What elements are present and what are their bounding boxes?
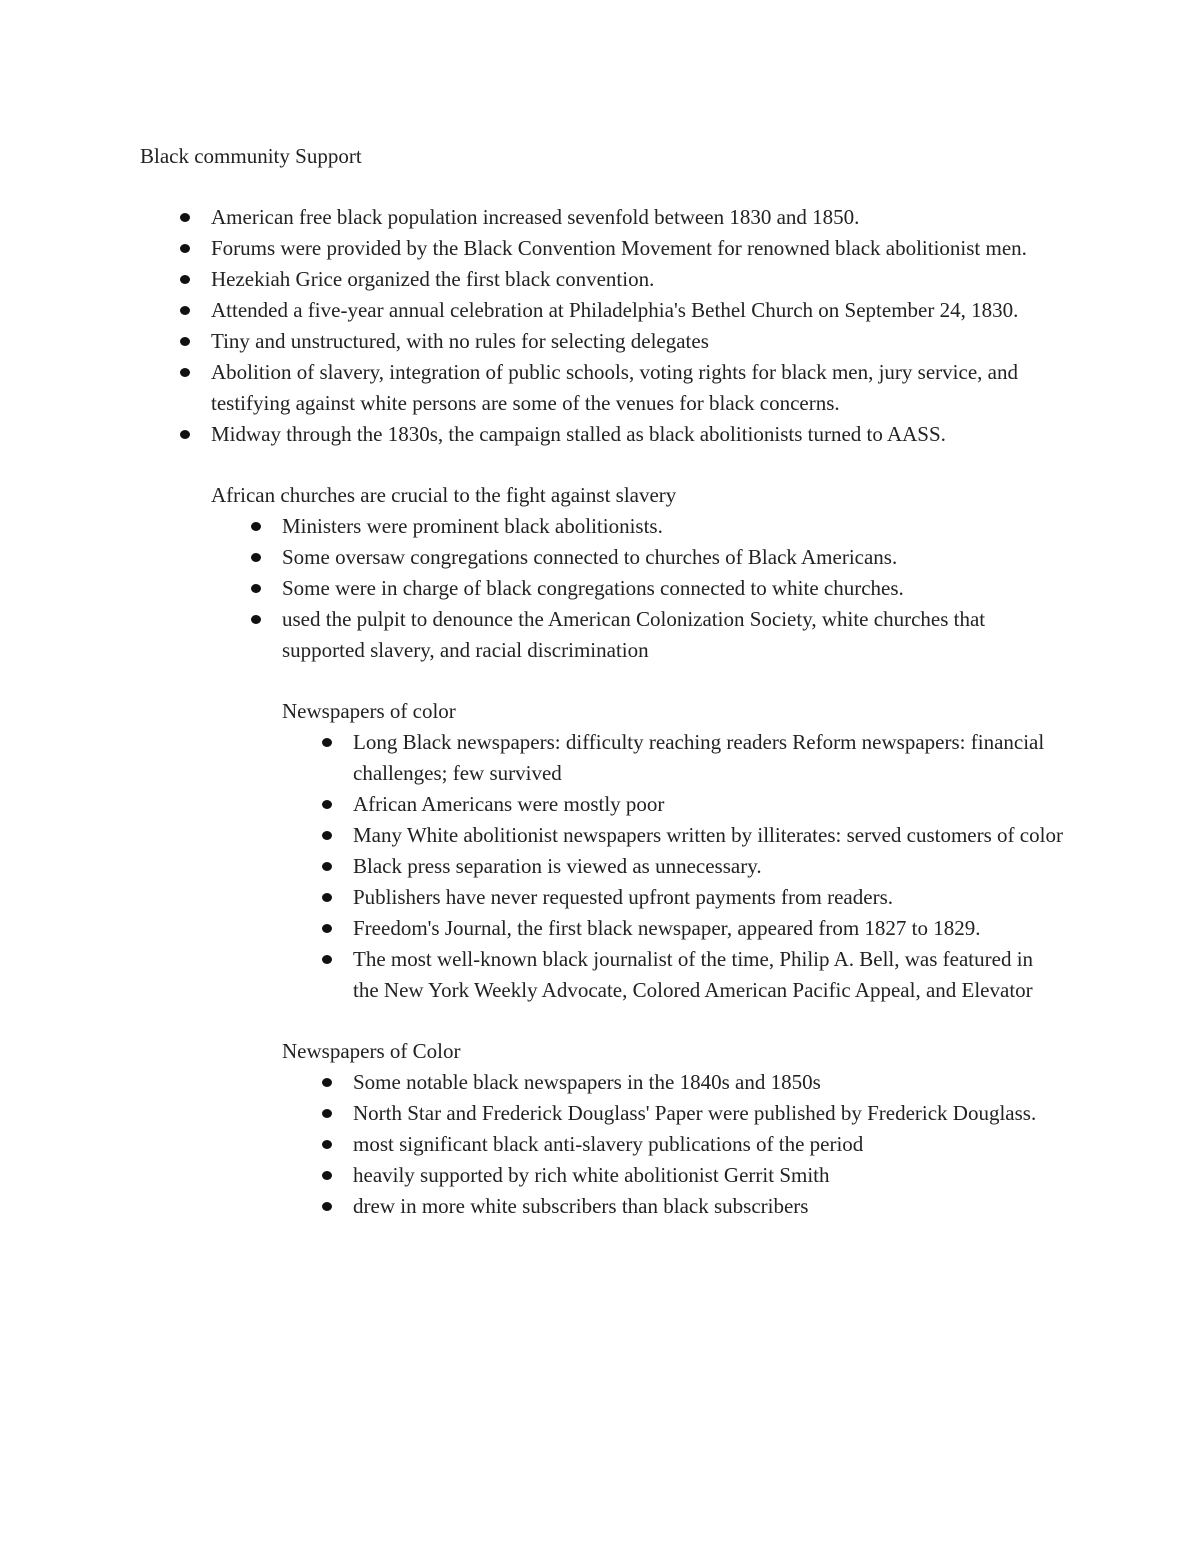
- list-item: Freedom's Journal, the first black newspaper, appeared from 1827 to 1829.: [353, 913, 1063, 944]
- list-item: used the pulpit to denounce the American Colonization Society, white churches that supported slavery, and racial discrimination: [282, 604, 1042, 666]
- bullet-icon: [251, 615, 261, 624]
- document-title: Black community Support: [140, 144, 362, 168]
- list-item: American free black population increased sevenfold between 1830 and 1850.: [211, 202, 1071, 233]
- list-item: drew in more white subscribers than black subscribers: [353, 1191, 1053, 1222]
- bullet-icon: [322, 1140, 332, 1149]
- list-item: Some oversaw congregations connected to churches of Black Americans.: [282, 542, 1042, 573]
- bullet-icon: [322, 831, 332, 840]
- list-item: Black press separation is viewed as unnecessary.: [353, 851, 1063, 882]
- bullet-icon: [251, 522, 261, 531]
- bullet-icon: [180, 430, 190, 439]
- section-heading: Newspapers of Color: [282, 1039, 461, 1063]
- list-item: African Americans were mostly poor: [353, 789, 1063, 820]
- bullet-icon: [180, 368, 190, 377]
- bullet-icon: [322, 955, 332, 964]
- section-black-community-support: [140, 202, 1070, 450]
- bullet-icon: [180, 337, 190, 346]
- bullet-icon: [322, 800, 332, 809]
- list-item: North Star and Frederick Douglass' Paper were published by Frederick Douglass.: [353, 1098, 1053, 1129]
- bullet-icon: [180, 275, 190, 284]
- list-item: Hezekiah Grice organized the first black convention.: [211, 264, 1071, 295]
- list-item: Long Black newspapers: difficulty reaching readers Reform newspapers: financial challenges; few survived: [353, 727, 1063, 789]
- list-item: Forums were provided by the Black Convention Movement for renowned black abolitionist men.: [211, 233, 1071, 264]
- bullet-icon: [322, 1109, 332, 1118]
- list-item: Some were in charge of black congregations connected to white churches.: [282, 573, 1042, 604]
- bullet-list: [282, 511, 1042, 666]
- bullet-icon: [180, 244, 190, 253]
- section-newspapers-of-color-2: [282, 1036, 1070, 1222]
- bullet-icon: [322, 1171, 332, 1180]
- list-item: Some notable black newspapers in the 1840s and 1850s: [353, 1067, 1053, 1098]
- bullet-list: [211, 202, 1071, 450]
- list-item: most significant black anti-slavery publications of the period: [353, 1129, 1053, 1160]
- list-item: Attended a five-year annual celebration at Philadelphia's Bethel Church on September 24, 1830.: [211, 295, 1071, 326]
- section-heading: Newspapers of color: [282, 699, 456, 723]
- bullet-icon: [322, 1078, 332, 1087]
- list-item: Tiny and unstructured, with no rules for selecting delegates: [211, 326, 1071, 357]
- bullet-icon: [322, 924, 332, 933]
- bullet-list: [353, 727, 1063, 1006]
- list-item: Many White abolitionist newspapers written by illiterates: served customers of color: [353, 820, 1063, 851]
- section-heading: African churches are crucial to the fight against slavery: [211, 483, 677, 507]
- bullet-list: [353, 1067, 1053, 1222]
- bullet-icon: [180, 306, 190, 315]
- bullet-icon: [322, 862, 332, 871]
- bullet-icon: [251, 553, 261, 562]
- list-item: The most well-known black journalist of the time, Philip A. Bell, was featured in the New York Weekly Advocate, Colored American Pacific Appeal, and Elevator: [353, 944, 1063, 1006]
- document-page: [140, 141, 1070, 1222]
- bullet-icon: [251, 584, 261, 593]
- list-item: Publishers have never requested upfront payments from readers.: [353, 882, 1063, 913]
- list-item: Midway through the 1830s, the campaign stalled as black abolitionists turned to AASS.: [211, 419, 1071, 450]
- list-item: heavily supported by rich white abolitionist Gerrit Smith: [353, 1160, 1053, 1191]
- list-item: Abolition of slavery, integration of public schools, voting rights for black men, jury service, and testifying against white persons are some of the venues for black concerns.: [211, 357, 1071, 419]
- bullet-icon: [322, 738, 332, 747]
- section-african-churches: [211, 480, 1070, 666]
- list-item: Ministers were prominent black abolitionists.: [282, 511, 1042, 542]
- section-newspapers-of-color: [282, 696, 1070, 1006]
- bullet-icon: [180, 213, 190, 222]
- bullet-icon: [322, 893, 332, 902]
- bullet-icon: [322, 1202, 332, 1211]
